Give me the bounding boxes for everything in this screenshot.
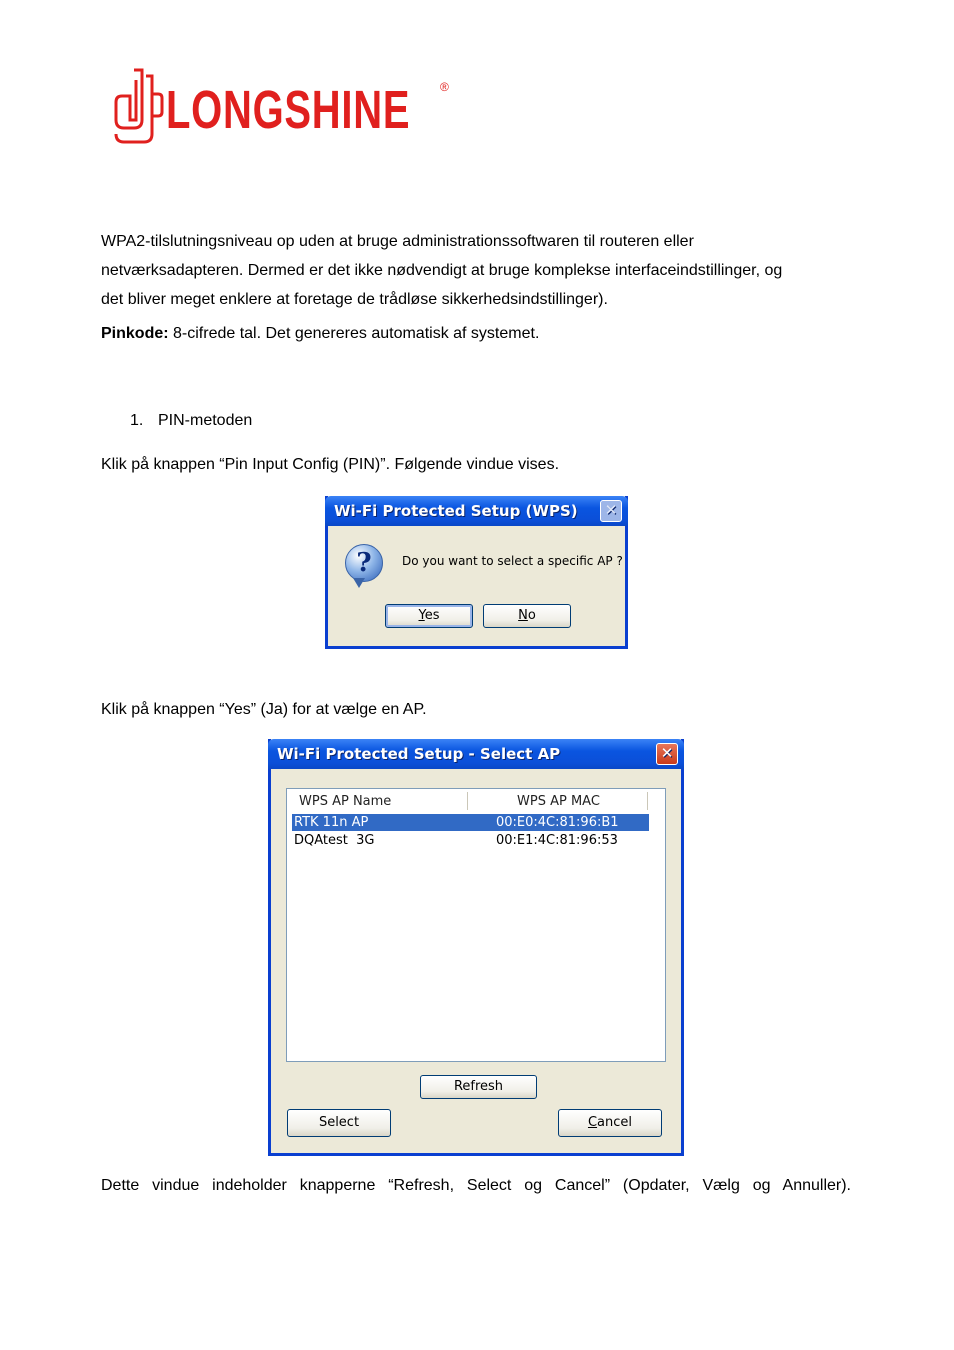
longshine-emblem-icon: [112, 66, 164, 146]
list-number: 1.: [130, 412, 144, 429]
logo-wordmark: LONGSHINE: [166, 80, 411, 140]
instruction-yes: Klik på knappen “Yes” (Ja) for at vælge en AP.: [101, 701, 427, 718]
column-separator[interactable]: [647, 792, 651, 810]
select-button[interactable]: Select: [287, 1109, 391, 1137]
question-icon-tail: [353, 578, 365, 588]
dialog-title: Wi-Fi Protected Setup - Select AP: [277, 745, 561, 763]
intro-line-1: WPA2-tilslutningsniveau op uden at bruge administrationssoftwaren til routeren eller: [101, 233, 694, 250]
ap-name: RTK 11n AP: [294, 815, 369, 830]
wps-confirm-dialog: [325, 496, 628, 649]
intro-line-3: det bliver meget enklere at foretage de trådløse sikkerhedsindstillinger).: [101, 291, 608, 308]
pin-paragraph: [101, 319, 539, 348]
question-icon: ?: [345, 544, 383, 582]
closing-paragraph: Dette vindue indeholder knapperne “Refresh, Select og Cancel” (Opdater, Vælg og Annuller).: [101, 1177, 851, 1194]
column-header-mac[interactable]: WPS AP MAC: [517, 794, 600, 809]
dialog-message: Do you want to select a specific AP ?: [402, 554, 623, 568]
ap-list[interactable]: [286, 788, 666, 1062]
list-text: PIN-metoden: [158, 412, 253, 429]
intro-line-2: netværksadapteren. Dermed er det ikke nødvendigt at bruge komplekse interfaceindstillinger, og: [101, 262, 783, 279]
dialog-title: Wi-Fi Protected Setup (WPS): [334, 502, 578, 520]
ap-mac: 00:E1:4C:81:96:53: [496, 833, 618, 848]
column-header-name[interactable]: WPS AP Name: [299, 794, 392, 809]
instruction-pin-input: Klik på knappen “Pin Input Config (PIN)”. Følgende vindue vises.: [101, 456, 560, 473]
select-ap-dialog: [268, 739, 684, 1156]
pin-text: 8-cifrede tal. Det genereres automatisk af systemet.: [168, 325, 540, 342]
ap-name: DQAtest 3G: [294, 833, 375, 848]
ap-mac: 00:E0:4C:81:96:B1: [496, 815, 619, 830]
list-item[interactable]: [292, 832, 649, 849]
list-item-pin-method: [130, 412, 252, 430]
close-icon[interactable]: ✕: [600, 500, 622, 522]
pin-label: Pinkode:: [101, 325, 169, 342]
list-item[interactable]: [292, 814, 649, 831]
close-icon[interactable]: ✕: [656, 743, 678, 765]
dialog-title-bar: [325, 496, 628, 526]
yes-button[interactable]: Yes: [385, 604, 473, 628]
no-button[interactable]: No: [483, 604, 571, 628]
dialog-title-bar: [268, 739, 684, 769]
column-separator[interactable]: [467, 792, 471, 810]
cancel-button[interactable]: Cancel: [558, 1109, 662, 1137]
longshine-logo: [112, 66, 457, 146]
registered-mark: ®: [440, 80, 449, 94]
refresh-button[interactable]: Refresh: [420, 1075, 537, 1099]
